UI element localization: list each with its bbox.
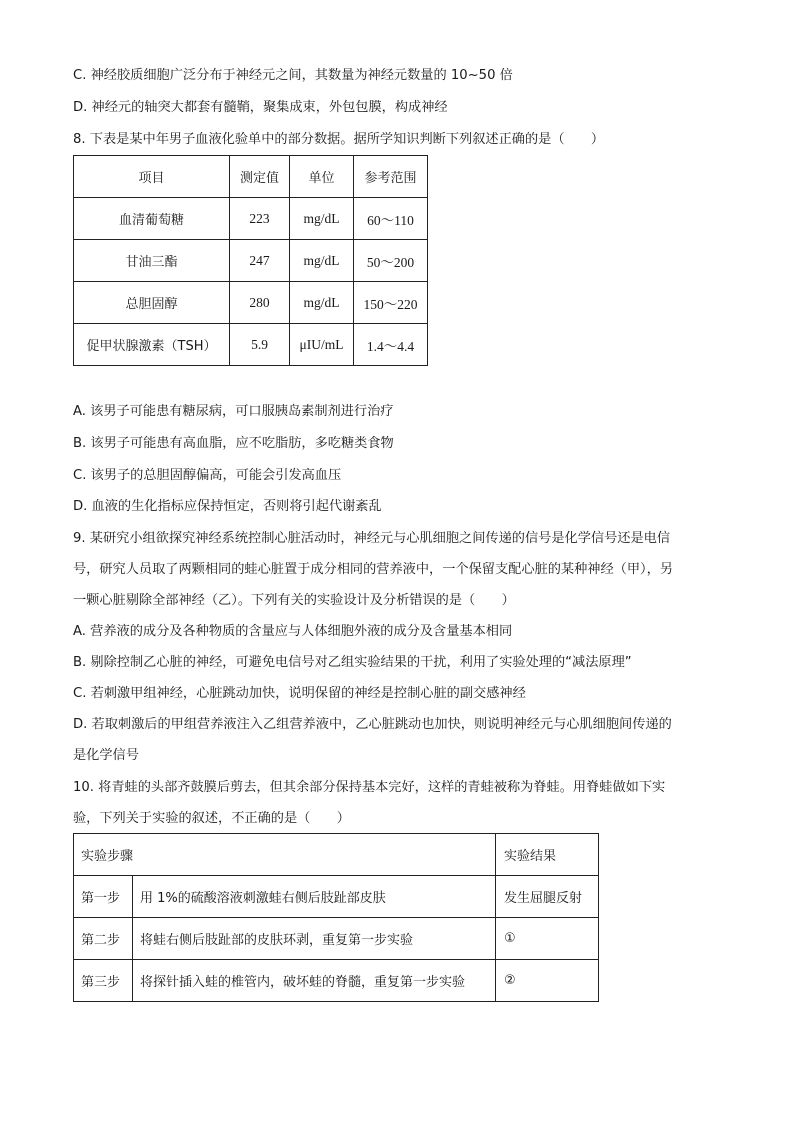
cell-result: ② [496,960,599,1002]
table-row [74,198,428,240]
cell-item: 血清葡萄糖 [74,198,230,240]
cell-step-label: 第一步 [74,876,133,918]
question-10-line-2: 验，下列关于实验的叙述，不正确的是（ ） [73,811,350,826]
header-range: 参考范围 [354,156,428,198]
cell-value: 247 [230,240,290,282]
header-steps: 实验步骤 [74,834,496,876]
question-9-line-3: 一颗心脏剔除全部神经（乙）。下列有关的实验设计及分析错误的是（ ） [73,593,515,608]
option-8c: C. 该男子的总胆固醇偏高，可能会引发高血压 [73,468,342,483]
cell-range: 1.4～4.4 [354,324,428,366]
cell-range: 50～200 [354,240,428,282]
cell-step-desc: 将蛙右侧后肢趾部的皮肤环剥，重复第一步实验 [133,918,496,960]
cell-item: 甘油三酯 [74,240,230,282]
cell-value: 280 [230,282,290,324]
table-row [74,240,428,282]
cell-unit: mg/dL [290,240,354,282]
table-header-row [74,156,428,198]
cell-result: ① [496,918,599,960]
option-8a: A. 该男子可能患有糖尿病，可口服胰岛素制剂进行治疗 [73,404,394,419]
cell-step-desc: 将探针插入蛙的椎管内，破坏蛙的脊髓，重复第一步实验 [133,960,496,1002]
table-header-row [74,834,599,876]
table-row [74,876,599,918]
header-value: 测定值 [230,156,290,198]
option-7d: D. 神经元的轴突大都套有髓鞘，聚集成束，外包包膜，构成神经 [73,100,448,115]
option-9a: A. 营养液的成分及各种物质的含量应与人体细胞外液的成分及含量基本相同 [73,624,513,639]
cell-item: 总胆固醇 [74,282,230,324]
cell-value: 5.9 [230,324,290,366]
option-9b: B. 剔除控制乙心脏的神经，可避免电信号对乙组实验结果的干扰，利用了实验处理的“减法原理” [73,655,632,670]
header-unit: 单位 [290,156,354,198]
cell-range: 60～110 [354,198,428,240]
table-row [74,960,599,1002]
cell-step-label: 第三步 [74,960,133,1002]
question-8: 8. 下表是某中年男子血液化验单中的部分数据。据所学知识判断下列叙述正确的是（ ） [73,132,605,147]
option-8b: B. 该男子可能患有高血脂，应不吃脂肪，多吃糖类食物 [73,436,394,451]
cell-value: 223 [230,198,290,240]
cell-step-label: 第二步 [74,918,133,960]
cell-item: 促甲状腺激素（TSH） [74,324,230,366]
option-9d-line-2: 是化学信号 [73,748,139,763]
question-10-line-1: 10. 将青蛙的头部齐鼓膜后剪去，但其余部分保持基本完好，这样的青蛙被称为脊蛙。用脊蛙做如下实 [73,780,666,795]
table-row [74,282,428,324]
cell-unit: μIU/mL [290,324,354,366]
option-7c: C. 神经胶质细胞广泛分布于神经元之间，其数量为神经元数量的 10~50 倍 [73,68,513,83]
table-row [74,918,599,960]
option-9c: C. 若刺激甲组神经，心脏跳动加快，说明保留的神经是控制心脏的副交感神经 [73,686,526,701]
table-row [74,324,428,366]
blood-test-table [73,155,428,366]
cell-step-desc: 用 1%的硫酸溶液刺激蛙右侧后肢趾部皮肤 [133,876,496,918]
experiment-table [73,833,599,1002]
option-8d: D. 血液的生化指标应保持恒定，否则将引起代谢紊乱 [73,499,382,514]
cell-unit: mg/dL [290,198,354,240]
question-9-line-1: 9. 某研究小组欲探究神经系统控制心脏活动时，神经元与心肌细胞之间传递的信号是化学信号还是电信 [73,531,671,546]
option-9d-line-1: D. 若取刺激后的甲组营养液注入乙组营养液中，乙心脏跳动也加快，则说明神经元与心肌细胞间传递的 [73,717,672,732]
header-item: 项目 [74,156,230,198]
header-results: 实验结果 [496,834,599,876]
cell-unit: mg/dL [290,282,354,324]
question-9-line-2: 号，研究人员取了两颗相同的蛙心脏置于成分相同的营养液中，一个保留支配心脏的某种神经（甲），另 [73,562,674,577]
cell-range: 150～220 [354,282,428,324]
cell-result: 发生屈腿反射 [496,876,599,918]
